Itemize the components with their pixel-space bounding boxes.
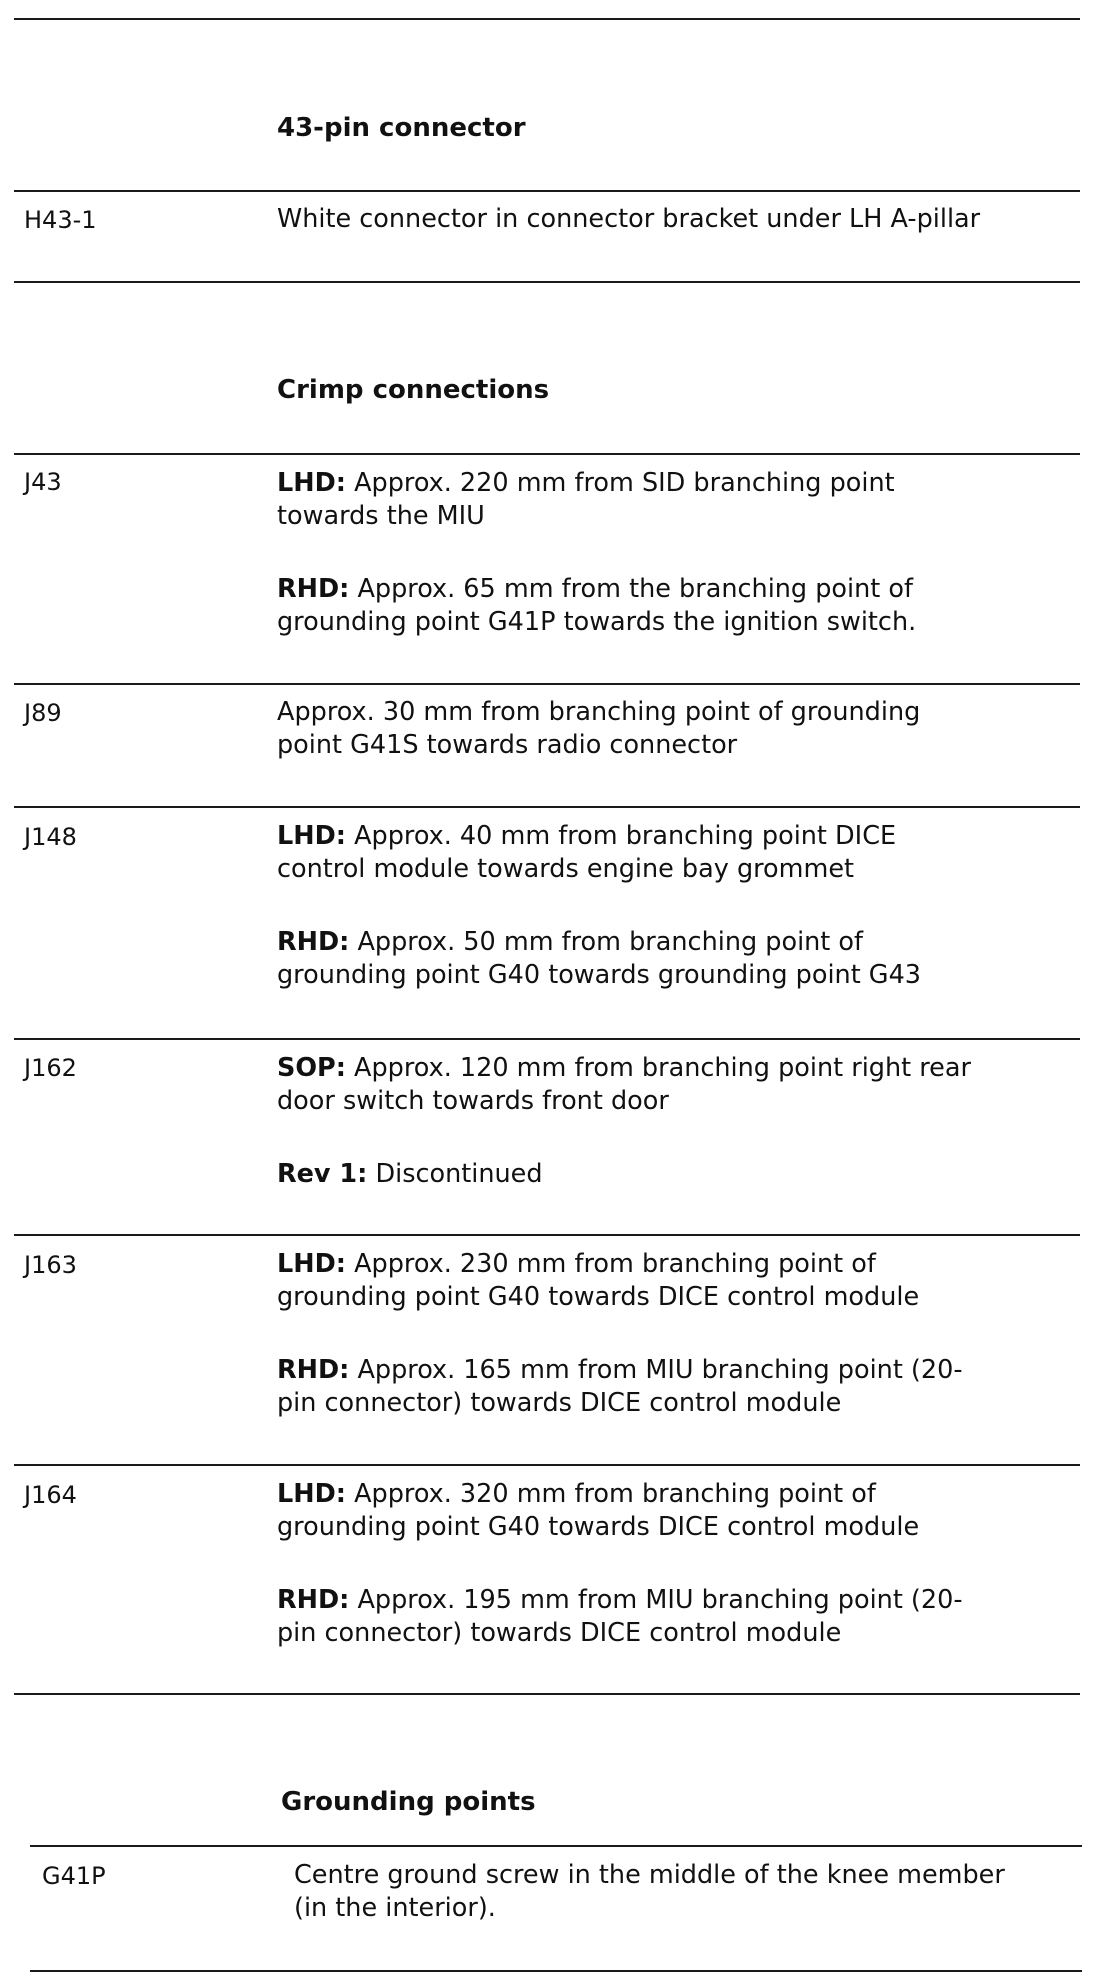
description-line: point G41S towards radio connector [277, 730, 738, 760]
crimp-code-j162: J162 [24, 1054, 77, 1082]
description-line [277, 1584, 1077, 1617]
description-text: Approx. 195 mm from MIU branching point (20- [349, 1585, 963, 1615]
description-line: towards the MIU [277, 501, 485, 531]
description-text: Approx. 165 mm from MIU branching point (20- [349, 1355, 963, 1385]
description-paragraph [277, 1052, 1077, 1118]
description-line: (in the interior). [294, 1893, 496, 1923]
description-line [277, 926, 1077, 959]
crimp-code-j43: J43 [24, 468, 62, 496]
description-line: pin connector) towards DICE control module [277, 1618, 842, 1648]
description-line: grounding point G41P towards the ignition switch. [277, 607, 917, 637]
description-line [277, 1158, 1077, 1191]
crimp-code-j89: J89 [24, 699, 62, 727]
rule-j148 [14, 806, 1080, 808]
description-paragraph [277, 820, 1077, 886]
crimp-description-j163 [277, 1248, 1077, 1420]
crimp-code-j164: J164 [24, 1481, 77, 1509]
variant-label: LHD: [277, 1249, 346, 1279]
description-paragraph [277, 1584, 1077, 1650]
description-line [277, 467, 1077, 500]
description-paragraph [277, 203, 1077, 236]
description-line: White connector in connector bracket under LH A-pillar [277, 204, 981, 234]
rule-connector-end [14, 281, 1080, 283]
description-paragraph [277, 467, 1077, 533]
variant-label: RHD: [277, 1585, 350, 1615]
grounding-code: G41P [42, 1862, 106, 1890]
connector-code: H43-1 [24, 206, 97, 234]
description-line: grounding point G40 towards DICE control module [277, 1282, 920, 1312]
variant-label: LHD: [277, 821, 346, 851]
description-line [277, 1354, 1077, 1387]
description-line [277, 1248, 1077, 1281]
crimp-description-j148 [277, 820, 1077, 992]
description-line: grounding point G40 towards grounding point G43 [277, 960, 922, 990]
variant-label: Rev 1: [277, 1159, 368, 1189]
description-line [277, 573, 1077, 606]
description-line: control module towards engine bay grommet [277, 854, 855, 884]
description-text: Approx. 50 mm from branching point of [349, 927, 863, 957]
grounding-description [294, 1859, 1094, 1925]
description-line: Centre ground screw in the middle of the knee member [294, 1860, 1005, 1890]
description-paragraph [294, 1859, 1094, 1925]
description-line: door switch towards front door [277, 1086, 669, 1116]
rule-grounding-heading [30, 1845, 1082, 1847]
connector-description [277, 203, 1077, 236]
description-line [277, 1478, 1077, 1511]
description-text: Approx. 120 mm from branching point right rear [345, 1053, 971, 1083]
rule-j162 [14, 1038, 1080, 1040]
description-line: Approx. 30 mm from branching point of grounding [277, 697, 921, 727]
description-paragraph [277, 696, 1077, 762]
section-heading-connector: 43-pin connector [277, 113, 526, 143]
section-heading-crimp: Crimp connections [277, 375, 550, 405]
description-text: Approx. 65 mm from the branching point of [349, 574, 913, 604]
description-line [277, 1052, 1077, 1085]
description-text: Discontinued [367, 1159, 543, 1189]
description-paragraph [277, 1158, 1077, 1191]
description-paragraph [277, 573, 1077, 639]
description-line: grounding point G40 towards DICE control module [277, 1512, 920, 1542]
description-line: pin connector) towards DICE control module [277, 1388, 842, 1418]
rule-j89 [14, 683, 1080, 685]
description-paragraph [277, 1354, 1077, 1420]
rule-crimp-end [14, 1693, 1080, 1695]
crimp-description-j89 [277, 696, 1077, 762]
rule-crimp-heading [14, 453, 1080, 455]
description-paragraph [277, 1478, 1077, 1544]
crimp-description-j43 [277, 467, 1077, 639]
variant-label: SOP: [277, 1053, 346, 1083]
crimp-code-j163: J163 [24, 1251, 77, 1279]
description-line [277, 820, 1077, 853]
description-paragraph [277, 926, 1077, 992]
rule-j164 [14, 1464, 1080, 1466]
crimp-description-j164 [277, 1478, 1077, 1650]
description-text: Approx. 230 mm from branching point of [345, 1249, 876, 1279]
variant-label: LHD: [277, 1479, 346, 1509]
crimp-code-j148: J148 [24, 823, 77, 851]
variant-label: RHD: [277, 574, 350, 604]
rule-j163 [14, 1234, 1080, 1236]
variant-label: LHD: [277, 468, 346, 498]
rule-connector-heading [14, 190, 1080, 192]
section-heading-grounding: Grounding points [281, 1787, 536, 1817]
variant-label: RHD: [277, 1355, 350, 1385]
description-text: Approx. 220 mm from SID branching point [345, 468, 895, 498]
description-text: Approx. 320 mm from branching point of [345, 1479, 876, 1509]
rule-bottom [30, 1970, 1082, 1972]
description-text: Approx. 40 mm from branching point DICE [345, 821, 897, 851]
variant-label: RHD: [277, 927, 350, 957]
crimp-description-j162 [277, 1052, 1077, 1191]
rule-top [14, 18, 1080, 20]
description-paragraph [277, 1248, 1077, 1314]
